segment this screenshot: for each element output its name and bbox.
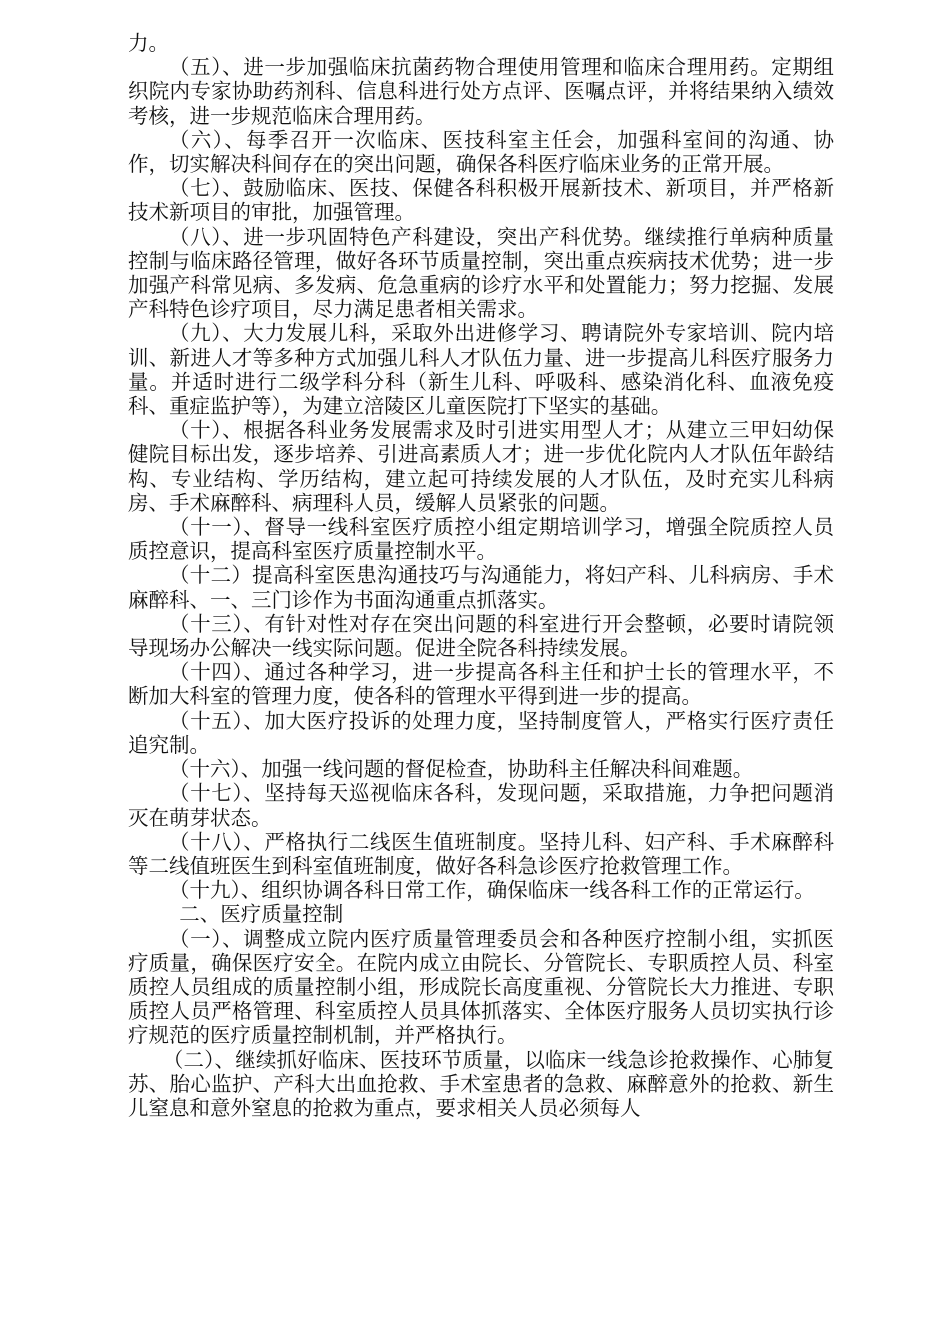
paragraph-item-13: （十三）、有针对性对存在突出问题的科室进行开会整顿，必要时请院领导现场办公解决一线实际问题。促进全院各科持续发展。 — [128, 611, 834, 661]
paragraph-item-9: （九）、大力发展儿科，采取外出进修学习、聘请院外专家培训、院内培训、新进人才等多种方式加强儿科人才队伍力量、进一步提高儿科医疗服务力量。并适时进行二级学科分科（新生儿科、呼吸科、感染消化科、血液免疫科、重症监护等），为建立涪陵区儿童医院打下坚实的基础。 — [128, 321, 834, 419]
paragraph-continuation: 力。 — [128, 31, 169, 55]
paragraph-item-18: （十八）、严格执行二线医生值班制度。坚持儿科、妇产科、手术麻醉科等二线值班医生到科室值班制度，做好各科急诊医疗抢救管理工作。 — [128, 829, 834, 878]
paragraph-item-7: （七）、鼓励临床、医技、保健各科积极开展新技术、新项目，并严格新技术新项目的审批，加强管理。 — [128, 176, 834, 225]
paragraph-quality-1: （一）、调整成立院内医疗质量管理委员会和各种医疗控制小组，实抓医疗质量，确保医疗安全。在院内成立由院长、分管院长、专职质控人员、科室质控人员组成的质量控制小组，形成院长高度重视、分管院长大力推进、专职质控人员严格管理、科室质控人员具体抓落实、全体医疗服务人员切实执行诊疗规范的医疗质量控制机制，并严格执行。 — [128, 926, 834, 1048]
paragraph-item-5: （五）、进一步加强临床抗菌药物合理使用管理和临床合理用药。定期组织院内专家协助药剂科、信息科进行处方点评、医嘱点评，并将结果纳入绩效考核，进一步规范临床合理用药。 — [128, 55, 834, 128]
section-heading: 二、医疗质量控制 — [179, 902, 344, 927]
paragraph-item-17: （十七）、坚持每天巡视临床各科，发现问题，采取措施，力争把问题消灭在萌芽状态。 — [128, 781, 834, 830]
document-page — [128, 31, 834, 1120]
paragraph-item-16: （十六）、加强一线问题的督促检查，协助科主任解决科间难题。 — [169, 757, 754, 782]
paragraph-item-11: （十一）、督导一线科室医疗质控小组定期培训学习，增强全院质控人员质控意识，提高科室医疗质量控制水平。 — [128, 515, 834, 564]
paragraph-item-10: （十）、根据各科业务发展需求及时引进实用型人才；从建立三甲妇幼保健院目标出发，逐步培养、引进高素质人才；进一步优化院内人才队伍年龄结构、专业结构、学历结构，建立起可持续发展的人才队伍，及时充实儿科病房、手术麻醉科、病理科人员，缓解人员紧张的问题。 — [128, 418, 834, 515]
paragraph-item-8: （八）、进一步巩固特色产科建设，突出产科优势。继续推行单病种质量控制与临床路径管理，做好各环节质量控制，突出重点疾病技术优势；进一步加强产科常见病、多发病、危急重病的诊疗水平和处置能力；努力挖掘、发展产科特色诊疗项目，尽力满足患者相关需求。 — [128, 224, 834, 322]
paragraph-item-15: （十五）、加大医疗投诉的处理力度，坚持制度管人，严格实行医疗责任追究制。 — [128, 708, 834, 757]
paragraph-item-12: （十二）提高科室医患沟通技巧与沟通能力，将妇产科、儿科病房、手术麻醉科、一、三门诊作为书面沟通重点抓落实。 — [128, 563, 834, 612]
paragraph-item-6: （六）、每季召开一次临床、医技科室主任会，加强科室间的沟通、协作，切实解决科间存在的突出问题，确保各科医疗临床业务的正常开展。 — [128, 127, 834, 177]
paragraph-item-14: （十四）、通过各种学习，进一步提高各科主任和护士长的管理水平，不断加大科室的管理力度，使各科的管理水平得到进一步的提高。 — [128, 660, 834, 709]
paragraph-item-19: （十九）、组织协调各科日常工作，确保临床一线各科工作的正常运行。 — [169, 878, 815, 903]
paragraph-quality-2: （二）、继续抓好临床、医技环节质量，以临床一线急诊抢救操作、心肺复苏、胎心监护、产科大出血抢救、手术室患者的急救、麻醉意外的抢救、新生儿窒息和意外窒息的抢救为重点，要求相关人员必须每人 — [128, 1047, 834, 1120]
